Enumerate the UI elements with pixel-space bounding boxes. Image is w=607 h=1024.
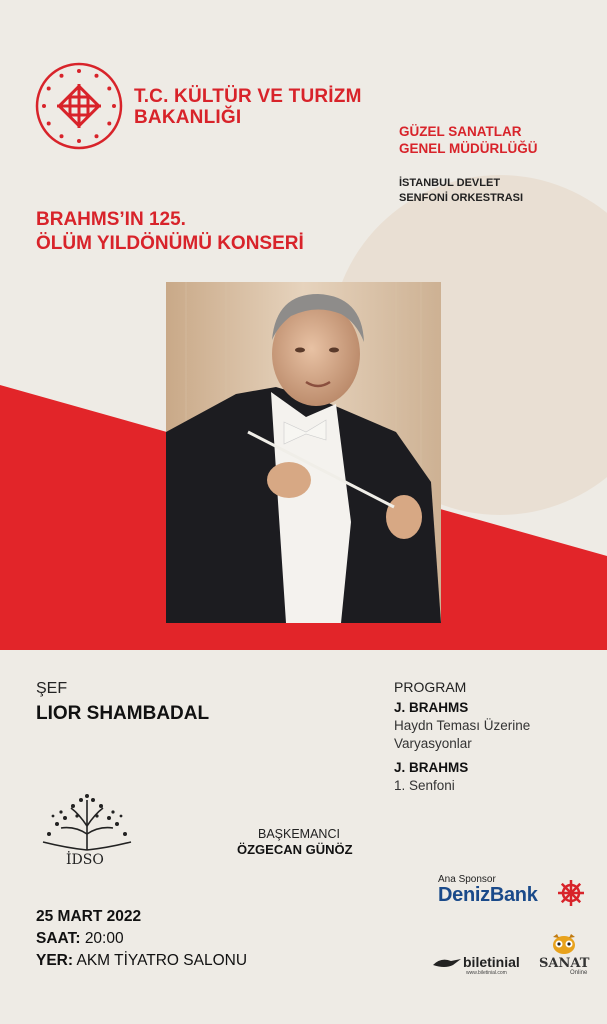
biletinial-logo: biletinial bbox=[463, 954, 520, 970]
program-item-2-composer: J. BRAHMS bbox=[394, 760, 469, 775]
event-time bbox=[36, 930, 124, 948]
ship-wheel-icon bbox=[557, 879, 585, 907]
event-venue bbox=[36, 952, 247, 970]
time-value: 20:00 bbox=[84, 930, 124, 947]
conductor-name: LIOR SHAMBADAL bbox=[36, 703, 210, 724]
ministry-line1: T.C. KÜLTÜR VE TURİZM bbox=[134, 86, 362, 107]
ministry-logo-icon bbox=[35, 62, 123, 150]
conductor-photo bbox=[166, 282, 441, 623]
program-item-1-work-line2: Varyasyonlar bbox=[394, 736, 472, 751]
program-item-1-work bbox=[394, 717, 530, 735]
ministry-name bbox=[134, 86, 362, 128]
program-list bbox=[394, 699, 530, 801]
orchestra-line1: İSTANBUL DEVLET bbox=[399, 177, 501, 189]
sanat-logo: SANAT bbox=[539, 956, 590, 971]
venue-label: YER: bbox=[36, 952, 74, 969]
concertmaster-label: BAŞKEMANCI bbox=[258, 827, 340, 841]
concert-title bbox=[36, 208, 304, 256]
venue-value: AKM TİYATRO SALONU bbox=[76, 952, 248, 969]
directorate-line2: GENEL MÜDÜRLÜĞÜ bbox=[399, 141, 538, 156]
biletinial-bird-icon bbox=[433, 957, 461, 969]
sponsor-label: Ana Sponsor bbox=[438, 874, 496, 885]
sanat-sub: Online bbox=[570, 970, 588, 976]
program-item-2-work: 1. Senfoni bbox=[394, 778, 455, 793]
conductor-label: ŞEF bbox=[36, 680, 68, 697]
time-label: SAAT: bbox=[36, 930, 81, 947]
directorate-line1: GÜZEL SANATLAR bbox=[399, 124, 522, 139]
concert-title-line2: ÖLÜM YILDÖNÜMÜ KONSERİ bbox=[36, 233, 304, 254]
biletinial-url: www.biletinial.com bbox=[466, 970, 507, 976]
orchestra-line2: SENFONİ ORKESTRASI bbox=[399, 192, 524, 204]
program-label: PROGRAM bbox=[394, 679, 467, 695]
sponsor-logo: DenizBank bbox=[438, 884, 538, 906]
directorate-name bbox=[399, 123, 538, 157]
idso-logo-text: İDSO bbox=[66, 852, 104, 868]
orchestra-name bbox=[399, 176, 523, 206]
program-item-1-composer: J. BRAHMS bbox=[394, 700, 469, 715]
concert-title-line1: BRAHMS’IN 125. bbox=[36, 209, 186, 230]
program-item-1-work-line1: Haydn Teması Üzerine bbox=[394, 718, 531, 733]
concertmaster-name: ÖZGECAN GÜNÖZ bbox=[237, 842, 353, 857]
ministry-line2: BAKANLIĞI bbox=[134, 107, 242, 128]
event-date: 25 MART 2022 bbox=[36, 908, 142, 925]
